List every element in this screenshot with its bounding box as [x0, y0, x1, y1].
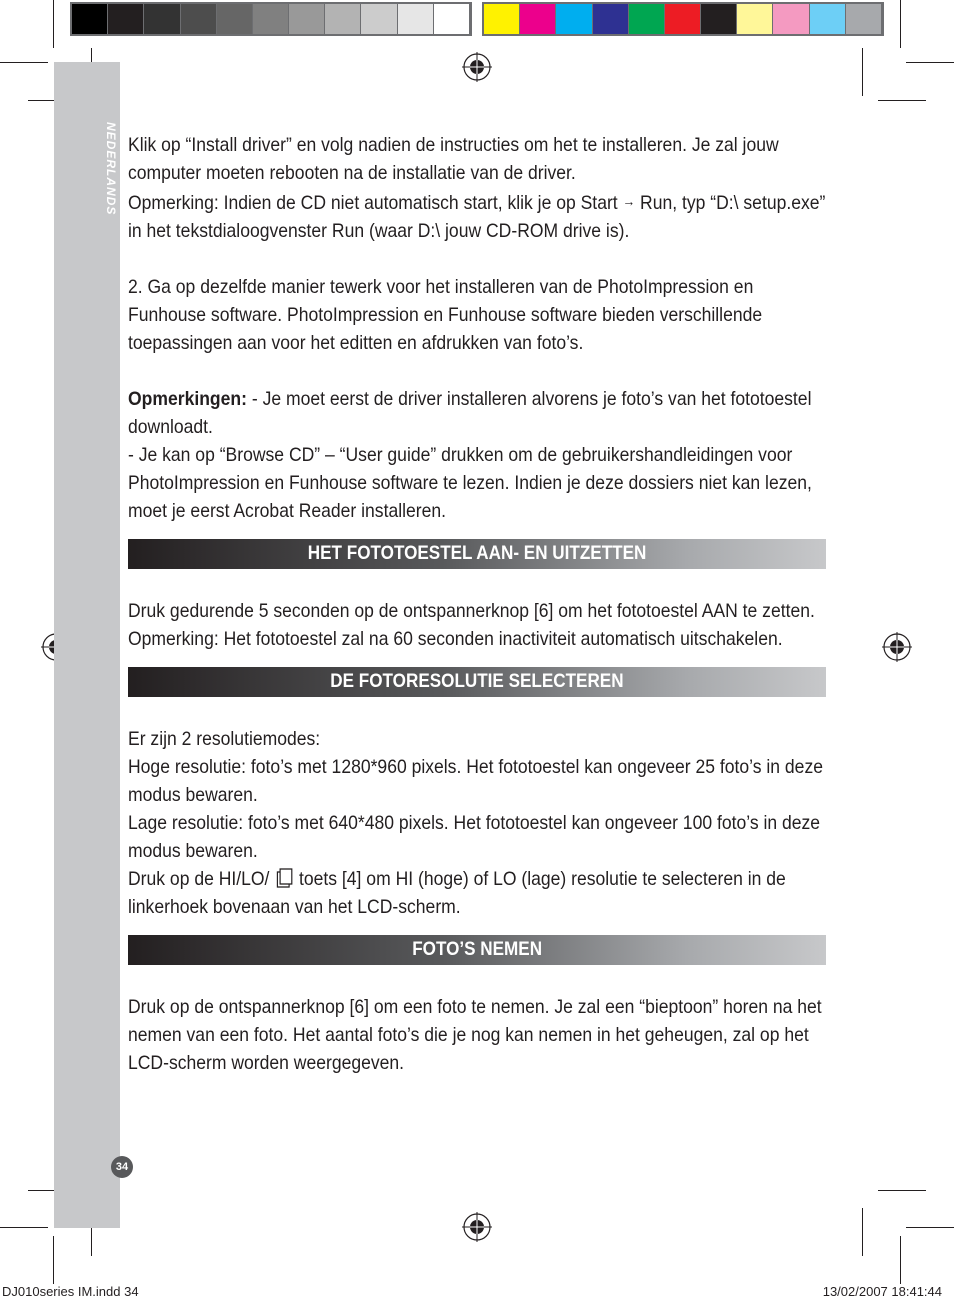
color-swatch	[629, 4, 665, 34]
high-resolution-paragraph: Hoge resolutie: foto’s met 1280*960 pixels. Het fototoestel kan ongeveer 25 foto’s in deze modus bewaren.	[128, 756, 823, 806]
notes-text: - Je moet eerst de driver installeren alvorens je foto’s van het fototoestel downloadt.	[128, 388, 812, 438]
crop-mark	[53, 1236, 54, 1284]
registration-mark-icon	[462, 52, 492, 82]
crop-mark	[0, 1227, 48, 1228]
section-heading	[128, 539, 826, 569]
date-slug: 13/02/2007 18:41:44	[822, 1284, 942, 1299]
color-swatch	[556, 4, 592, 34]
gray-swatch	[325, 4, 361, 34]
color-swatch	[810, 4, 846, 34]
section-heading	[128, 667, 826, 697]
gray-swatch	[253, 4, 289, 34]
take-photo-paragraph: Druk op de ontspannerknop [6] om een foto te nemen. Je zal een “bieptoon” horen na het nemen van een foto. Het aantal foto’s die je nog kan nemen in het geheugen, zal op het LCD-scherm worden weergegeven.	[128, 996, 822, 1074]
browse-cd-paragraph: - Je kan op “Browse CD” – “User guide” drukken om de gebruikershandleidingen voor PhotoImpression en Funhouse software te lezen. Indien je deze dossiers niet kan lezen, moet je eerst Acrobat Reader installeren.	[128, 444, 812, 522]
notes-paragraph	[128, 385, 828, 441]
crop-mark	[900, 0, 901, 48]
low-resolution-paragraph: Lage resolutie: foto’s met 640*480 pixels. Het fototoestel kan ongeveer 100 foto’s in deze modus bewaren.	[128, 812, 821, 862]
color-swatch	[773, 4, 809, 34]
color-swatch	[737, 4, 773, 34]
crop-mark	[878, 100, 926, 101]
crop-mark	[906, 1227, 954, 1228]
auto-off-paragraph: Opmerking: Het fototoestel zal na 60 seconden inactiviteit automatisch uitschakelen.	[128, 628, 783, 650]
color-swatch	[593, 4, 629, 34]
crop-mark	[878, 1190, 926, 1191]
crop-mark	[862, 1208, 863, 1256]
registration-mark-icon	[462, 1212, 492, 1242]
page-content	[128, 131, 828, 1077]
file-slug: DJ010series IM.indd 34	[2, 1284, 139, 1299]
crop-mark	[862, 48, 863, 96]
gray-swatch	[434, 4, 470, 34]
note-text: Run, typ “D:\ setup.exe” in het tekstdialoogvenster Run (waar D:\ jouw CD-ROM drive is).	[128, 192, 826, 242]
section-title: HET FOTOTOESTEL AAN- EN UITZETTEN	[307, 543, 647, 564]
color-swatch	[701, 4, 737, 34]
note-text: Opmerking: Indien de CD niet automatisch start, klik je op Start	[128, 192, 623, 214]
registration-mark-icon	[882, 632, 912, 662]
notes-label: Opmerkingen:	[128, 388, 247, 410]
color-swatch	[484, 4, 520, 34]
color-swatch	[665, 4, 701, 34]
software-paragraph: 2. Ga op dezelfde manier tewerk voor het installeren van de PhotoImpression en Funhouse software. PhotoImpression en Funhouse software bieden verschillende toepassingen aan voor het editten en afdrukken van foto’s.	[128, 276, 763, 354]
arrow-icon: →	[622, 193, 636, 209]
gray-swatch	[289, 4, 325, 34]
language-side-strip	[54, 62, 120, 1228]
intro-note-paragraph	[128, 187, 828, 245]
photo-stack-icon	[274, 867, 294, 889]
color-swatch	[520, 4, 556, 34]
gray-swatch	[72, 4, 108, 34]
crop-mark	[0, 62, 48, 63]
crop-mark	[53, 0, 54, 48]
section-heading	[128, 935, 826, 965]
gray-swatch	[144, 4, 180, 34]
section-title: DE FOTORESOLUTIE SELECTEREN	[330, 671, 624, 692]
gray-swatch	[361, 4, 397, 34]
gray-swatch	[108, 4, 144, 34]
crop-mark	[900, 1236, 901, 1284]
gray-swatch	[217, 4, 253, 34]
power-on-paragraph: Druk gedurende 5 seconden op de ontspannerknop [6] om het fototoestel AAN te zetten.	[128, 600, 815, 622]
resolution-modes-paragraph: Er zijn 2 resolutiemodes:	[128, 728, 321, 750]
hilo-button-paragraph	[128, 865, 828, 921]
page-number: 34	[111, 1156, 133, 1178]
language-label: NEDERLANDS	[104, 122, 118, 216]
gray-swatch	[398, 4, 434, 34]
intro-paragraph: Klik op “Install driver” en volg nadien de instructies om het te installeren. Je zal jouw computer moeten rebooten na de installatie van de driver.	[128, 134, 779, 184]
color-swatch	[846, 4, 882, 34]
color-calibration-bar	[482, 2, 884, 36]
gray-swatch	[181, 4, 217, 34]
crop-mark	[906, 62, 954, 63]
hilo-text: toets [4] om HI (hoge) of LO (lage) resolutie te selecteren in de linkerhoek bovenaan van het LCD-scherm.	[128, 868, 786, 918]
hilo-text: Druk op de HI/LO/	[128, 868, 275, 890]
grayscale-calibration-bar	[70, 2, 472, 36]
section-title: FOTO’S NEMEN	[412, 939, 542, 960]
